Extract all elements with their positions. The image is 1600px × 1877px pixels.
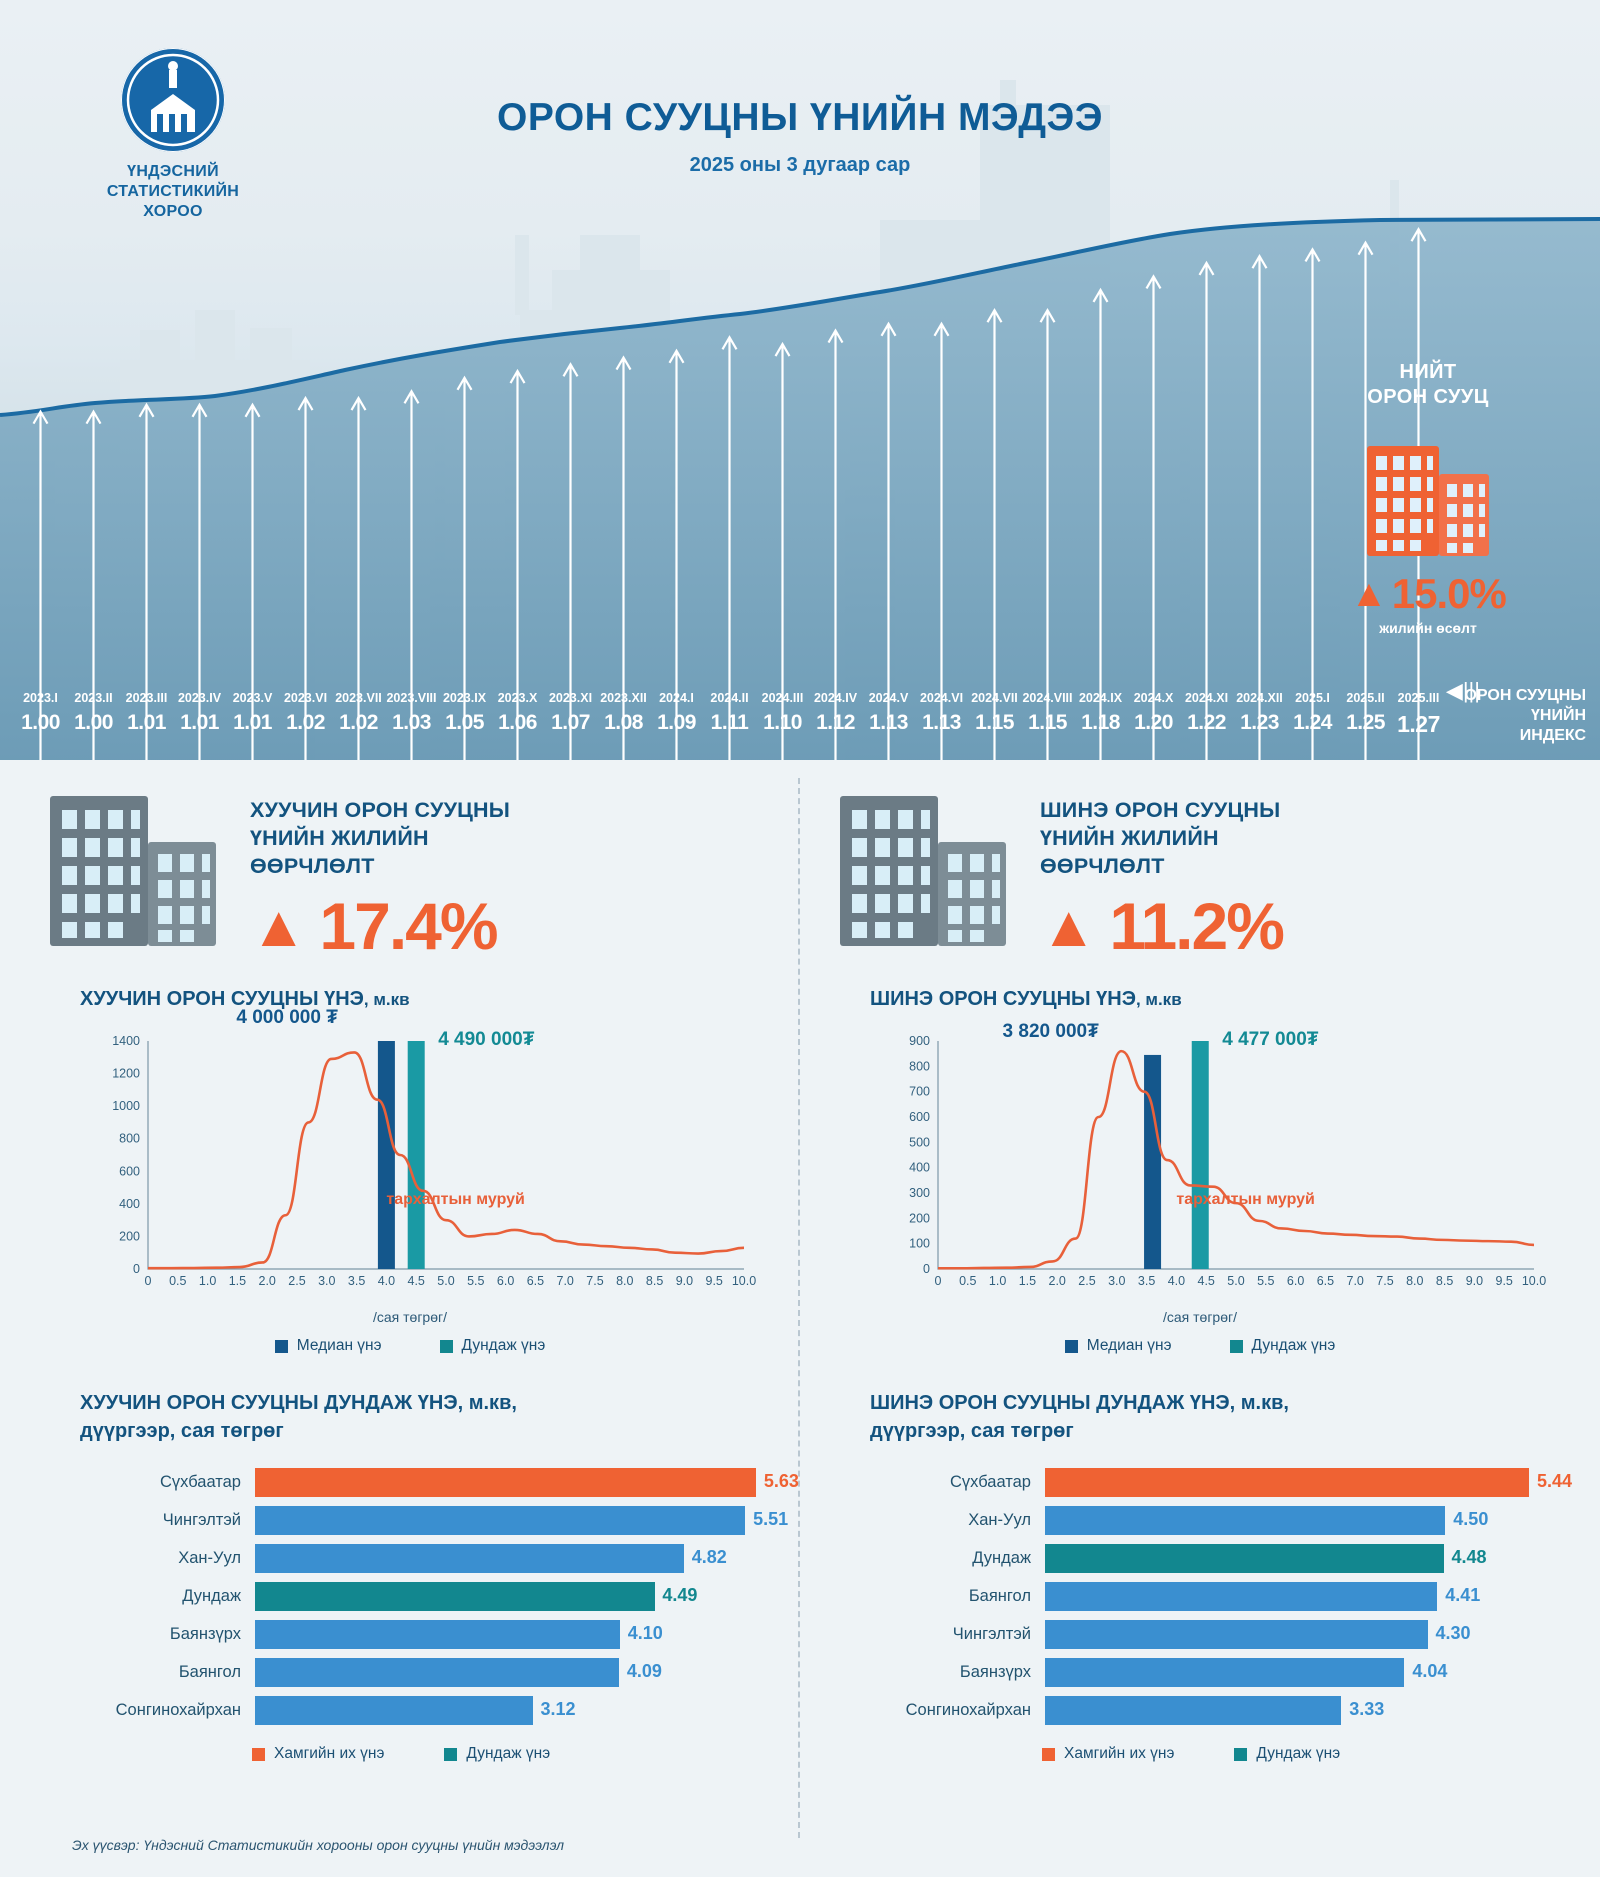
- index-value-4: 1.01: [180, 711, 219, 734]
- page-title: ОРОН СУУЦНЫ ҮНИЙН МЭДЭЭ: [497, 96, 1103, 139]
- old-label-average-price: 4 490 000₮: [438, 1029, 535, 1050]
- district-row: [870, 1653, 1570, 1691]
- apartment-building-icon-gray-old: [40, 780, 226, 966]
- district-bar-area: [255, 1544, 780, 1573]
- legend-label: Дундаж үнэ: [1251, 1337, 1336, 1354]
- hero-banner: [0, 0, 1600, 760]
- panels-area: [0, 760, 1600, 1762]
- old-district-legend: [252, 1745, 800, 1763]
- district-row: [870, 1501, 1570, 1539]
- district-name: Чингэлтэй: [952, 1624, 1031, 1643]
- legend-item-1: [275, 1337, 382, 1355]
- new-bar-mean: [1192, 1041, 1209, 1269]
- svg-text:2.5: 2.5: [288, 1274, 306, 1288]
- index-month-3: 2023.III: [125, 691, 168, 705]
- old-yoy-arrow-up-icon: ▲: [250, 893, 308, 959]
- old-district-title: [80, 1389, 800, 1445]
- district-bar-area: [1045, 1696, 1570, 1725]
- index-value-5: 1.01: [233, 711, 272, 734]
- district-value: 4.10: [627, 1622, 663, 1643]
- index-value-2: 1.00: [74, 711, 113, 734]
- new-district-title-line-2: дүүргээр, сая төгрөг: [870, 1420, 1074, 1442]
- district-bar: [255, 1544, 684, 1573]
- district-row: [80, 1615, 780, 1653]
- district-bar-area: [1045, 1658, 1570, 1687]
- legend-item-1: [1065, 1337, 1172, 1355]
- new-price-chart-title-unit: , м.кв: [1135, 990, 1182, 1009]
- legend-swatch-icon: [440, 1340, 453, 1353]
- index-month-7: 2023.VII: [335, 691, 382, 705]
- index-label-line-1: ОРОН СУУЦНЫ: [1464, 687, 1586, 704]
- svg-text:7.5: 7.5: [1376, 1274, 1394, 1288]
- svg-text:1.5: 1.5: [1018, 1274, 1037, 1288]
- distribution-curve-label: тархалтын муруй: [386, 1191, 525, 1209]
- district-value: 3.12: [540, 1698, 576, 1719]
- index-month-8: 2023.VIII: [386, 691, 437, 705]
- legend-label: Хамгийн их үнэ: [274, 1745, 385, 1762]
- legend-item-2: [440, 1337, 546, 1355]
- svg-text:4.0: 4.0: [1167, 1274, 1186, 1288]
- district-bar-area: [1045, 1506, 1570, 1535]
- svg-text:1.0: 1.0: [198, 1274, 217, 1288]
- svg-text:3.5: 3.5: [347, 1274, 366, 1288]
- index-value-8: 1.03: [392, 711, 431, 734]
- index-month-13: 2024.I: [659, 691, 694, 705]
- index-month-22: 2024.X: [1133, 691, 1174, 705]
- old-price-distribution-chart: [60, 1007, 760, 1307]
- district-name: Дундаж: [972, 1548, 1031, 1567]
- legend-item-2: [1230, 1337, 1336, 1355]
- index-value-18: 1.13: [922, 711, 961, 734]
- svg-text:0.5: 0.5: [959, 1274, 977, 1288]
- index-value-21: 1.18: [1081, 711, 1120, 734]
- old-price-axis-unit: /сая төгрөг/: [372, 1309, 448, 1325]
- svg-text:5.5: 5.5: [1257, 1274, 1275, 1288]
- district-row: [80, 1463, 799, 1501]
- district-name: Сонгинохайрхан: [115, 1700, 241, 1719]
- distribution-curve: [938, 1051, 1534, 1268]
- apartment-building-icon-orange: [1353, 436, 1503, 564]
- new-yoy-title-line-1: ШИНЭ ОРОН СУУЦНЫ: [1040, 797, 1281, 822]
- index-value-11: 1.07: [551, 711, 590, 734]
- district-name: Дундаж: [182, 1586, 241, 1605]
- svg-text:0: 0: [144, 1274, 152, 1288]
- total-label-line-1: НИЙТ: [1399, 361, 1457, 383]
- org-line-2: СТАТИСТИКИЙН: [106, 183, 240, 200]
- district-row: [80, 1577, 780, 1615]
- svg-text:2.0: 2.0: [1048, 1274, 1066, 1288]
- svg-text:9.5: 9.5: [705, 1274, 723, 1288]
- district-legend-item-2: [1234, 1745, 1340, 1763]
- svg-text:5.0: 5.0: [1227, 1274, 1245, 1288]
- district-value: 4.82: [691, 1546, 727, 1567]
- index-month-9: 2023.IX: [442, 691, 487, 705]
- district-bar-area: [255, 1582, 780, 1611]
- svg-text:2.5: 2.5: [1078, 1274, 1096, 1288]
- old-price-chart-title-unit: , м.кв: [363, 990, 410, 1009]
- index-pointer-icon: ◀|||: [1445, 678, 1480, 703]
- new-district-title: [870, 1389, 1590, 1445]
- new-district-title-line-1: ШИНЭ ОРОН СУУЦНЫ ДУНДАЖ ҮНЭ, м.кв,: [870, 1392, 1289, 1414]
- new-yoy-arrow-up-icon: ▲: [1040, 893, 1098, 959]
- price-index-table: [0, 691, 1600, 760]
- district-bar: [255, 1658, 619, 1687]
- old-district-bar-chart: [80, 1463, 799, 1729]
- svg-text:600: 600: [119, 1164, 140, 1179]
- index-value-17: 1.13: [869, 711, 908, 734]
- district-name: Баянгол: [178, 1662, 241, 1681]
- index-month-19: 2024.VII: [971, 691, 1018, 705]
- district-bar-area: [255, 1696, 780, 1725]
- old-price-chart-title-main: ХУУЧИН ОРОН СУУЦНЫ ҮНЭ: [80, 988, 364, 1010]
- district-row: [870, 1615, 1570, 1653]
- index-month-27: 2025.III: [1397, 691, 1440, 705]
- source-note: Эх үүсвэр: Үндэсний Статистикийн хорооны орон сууцны үнийн мэдээлэл: [72, 1837, 565, 1853]
- index-month-1: 2023.I: [23, 691, 58, 705]
- old-yoy-title-line-3: ӨӨРЧЛӨЛТ: [250, 854, 375, 879]
- district-name: Сүхбаатар: [949, 1472, 1031, 1491]
- old-yoy-row: [40, 780, 800, 966]
- old-bar-median: [378, 1041, 395, 1269]
- district-row: [870, 1463, 1570, 1501]
- district-value: 5.44: [1536, 1470, 1572, 1491]
- svg-text:0.5: 0.5: [169, 1274, 187, 1288]
- svg-text:9.5: 9.5: [1495, 1274, 1513, 1288]
- legend-label: Медиан үнэ: [296, 1337, 382, 1354]
- old-yoy-title-line-2: ҮНИЙН ЖИЛИЙН: [250, 826, 429, 851]
- old-yoy-title-line-1: ХУУЧИН ОРОН СУУЦНЫ: [250, 797, 511, 822]
- svg-text:3.5: 3.5: [1137, 1274, 1156, 1288]
- legend-swatch-icon: [1065, 1340, 1078, 1353]
- svg-text:10.0: 10.0: [731, 1274, 757, 1288]
- district-bar-area: [1045, 1468, 1570, 1497]
- legend-swatch-icon: [444, 1748, 457, 1761]
- old-price-chart-legend: [60, 1337, 760, 1355]
- index-value-27: 1.27: [1397, 711, 1440, 737]
- svg-text:7.5: 7.5: [586, 1274, 604, 1288]
- district-bar: [1045, 1468, 1529, 1497]
- svg-text:600: 600: [909, 1110, 930, 1124]
- district-name: Баянзүрх: [959, 1662, 1031, 1681]
- index-month-23: 2024.XI: [1184, 691, 1229, 705]
- district-row: [80, 1691, 780, 1729]
- district-row: [870, 1691, 1570, 1729]
- district-row: [80, 1539, 780, 1577]
- district-legend-item-2: [444, 1745, 550, 1763]
- distribution-curve-label: тархалтын муруй: [1176, 1191, 1315, 1209]
- svg-text:800: 800: [909, 1059, 930, 1074]
- svg-text:1400: 1400: [112, 1034, 140, 1048]
- district-value: 4.30: [1435, 1622, 1471, 1643]
- svg-text:4.0: 4.0: [377, 1274, 396, 1288]
- svg-text:6.0: 6.0: [1286, 1274, 1305, 1288]
- index-value-1: 1.00: [21, 711, 60, 734]
- svg-text:4.5: 4.5: [407, 1274, 425, 1288]
- index-month-6: 2023.VI: [283, 691, 328, 705]
- index-value-12: 1.08: [604, 711, 643, 734]
- index-value-9: 1.05: [445, 711, 484, 734]
- district-value: 4.04: [1412, 1660, 1448, 1681]
- index-month-26: 2025.II: [1346, 691, 1385, 705]
- svg-text:3.0: 3.0: [1108, 1274, 1126, 1288]
- index-month-11: 2023.XI: [548, 691, 593, 705]
- index-month-21: 2024.IX: [1078, 691, 1123, 705]
- index-month-14: 2024.II: [710, 691, 749, 705]
- district-bar: [1045, 1696, 1341, 1725]
- apartment-building-icon-gray-new: [830, 780, 1016, 966]
- new-yoy-row: [830, 780, 1590, 966]
- growth-arrow-up-icon: ▲: [1350, 573, 1388, 615]
- svg-text:1.5: 1.5: [228, 1274, 247, 1288]
- svg-text:9.0: 9.0: [675, 1274, 694, 1288]
- index-month-24: 2024.XII: [1236, 691, 1283, 705]
- svg-text:500: 500: [909, 1135, 930, 1150]
- district-name: Чингэлтэй: [162, 1510, 241, 1529]
- district-value: 5.63: [763, 1470, 799, 1491]
- svg-text:0: 0: [934, 1274, 942, 1288]
- district-name: Баянзүрх: [169, 1624, 241, 1643]
- new-bar-median: [1144, 1055, 1161, 1269]
- index-value-22: 1.20: [1134, 711, 1173, 734]
- new-district-legend: [1042, 1745, 1590, 1763]
- index-month-25: 2025.I: [1295, 691, 1330, 705]
- legend-swatch-icon: [1042, 1748, 1055, 1761]
- district-bar: [1045, 1544, 1444, 1573]
- district-bar: [1045, 1582, 1437, 1611]
- district-name: Баянгол: [968, 1586, 1031, 1605]
- svg-text:10.0: 10.0: [1521, 1274, 1547, 1288]
- svg-text:0: 0: [133, 1262, 140, 1276]
- svg-text:3.0: 3.0: [318, 1274, 336, 1288]
- index-month-12: 2023.XII: [600, 691, 647, 705]
- org-line-3: ХОРОО: [143, 203, 203, 220]
- svg-text:200: 200: [909, 1211, 930, 1226]
- svg-text:900: 900: [909, 1034, 930, 1048]
- legend-label: Дундаж үнэ: [1256, 1745, 1341, 1762]
- new-price-distribution-chart: [850, 1017, 1550, 1307]
- old-district-title-line-2: дүүргээр, сая төгрөг: [80, 1420, 284, 1442]
- district-bar: [255, 1506, 745, 1535]
- svg-text:1.0: 1.0: [988, 1274, 1007, 1288]
- panel-new-housing: [830, 780, 1590, 1763]
- index-value-13: 1.09: [657, 711, 696, 734]
- svg-text:6.0: 6.0: [496, 1274, 515, 1288]
- index-month-15: 2024.III: [761, 691, 804, 705]
- legend-swatch-icon: [1234, 1748, 1247, 1761]
- index-value-23: 1.22: [1187, 711, 1226, 734]
- svg-text:4.5: 4.5: [1197, 1274, 1215, 1288]
- svg-text:700: 700: [909, 1084, 930, 1099]
- svg-text:8.5: 8.5: [645, 1274, 664, 1288]
- district-value: 4.41: [1445, 1584, 1481, 1605]
- legend-swatch-icon: [252, 1748, 265, 1761]
- district-bar-area: [1045, 1544, 1570, 1573]
- svg-text:8.0: 8.0: [616, 1274, 634, 1288]
- legend-label: Медиан үнэ: [1086, 1337, 1172, 1354]
- district-row: [80, 1501, 789, 1539]
- district-value: 5.51: [753, 1508, 789, 1529]
- index-month-16: 2024.IV: [813, 691, 858, 705]
- old-bar-mean: [408, 1041, 425, 1269]
- district-value: 4.48: [1451, 1546, 1487, 1567]
- index-value-15: 1.10: [763, 711, 802, 734]
- district-bar: [255, 1620, 620, 1649]
- district-bar-area: [1045, 1582, 1570, 1611]
- svg-text:1200: 1200: [112, 1066, 140, 1081]
- legend-swatch-icon: [1230, 1340, 1243, 1353]
- district-legend-item-1: [1042, 1745, 1174, 1763]
- district-legend-item-1: [252, 1745, 384, 1763]
- index-month-4: 2023.IV: [177, 691, 222, 705]
- page-title-block: [0, 96, 1600, 177]
- index-value-25: 1.24: [1293, 711, 1332, 734]
- svg-text:2.0: 2.0: [258, 1274, 276, 1288]
- svg-text:100: 100: [909, 1236, 930, 1251]
- district-name: Сонгинохайрхан: [905, 1700, 1031, 1719]
- legend-label: Дундаж үнэ: [466, 1745, 551, 1762]
- district-bar-area: [1045, 1620, 1570, 1649]
- svg-text:7.0: 7.0: [1346, 1274, 1364, 1288]
- index-month-2: 2023.II: [74, 691, 113, 705]
- index-value-labels: [0, 711, 1600, 738]
- district-value: 3.33: [1349, 1698, 1385, 1719]
- index-month-17: 2024.V: [868, 691, 909, 705]
- distribution-curve: [148, 1052, 744, 1268]
- total-growth-caption: жилийн өсөлт: [1379, 620, 1477, 636]
- index-value-7: 1.02: [339, 711, 378, 734]
- svg-text:5.5: 5.5: [467, 1274, 485, 1288]
- index-value-10: 1.06: [498, 711, 537, 734]
- svg-text:400: 400: [119, 1196, 140, 1211]
- district-bar: [255, 1696, 533, 1725]
- district-bar-area: [255, 1658, 780, 1687]
- new-price-chart-legend: [850, 1337, 1550, 1355]
- index-month-labels: [0, 691, 1600, 705]
- index-month-5: 2023.V: [232, 691, 273, 705]
- svg-text:0: 0: [923, 1262, 930, 1276]
- svg-text:1000: 1000: [112, 1099, 140, 1114]
- new-label-median-price: 3 820 000₮: [1002, 1020, 1099, 1042]
- district-value: 4.49: [662, 1584, 698, 1605]
- index-label-line-2: ҮНИЙН: [1530, 707, 1586, 724]
- new-yoy-title-line-3: ӨӨРЧЛӨЛТ: [1040, 854, 1165, 879]
- svg-text:9.0: 9.0: [1465, 1274, 1484, 1288]
- new-district-bar-chart: [870, 1463, 1570, 1729]
- index-value-26: 1.25: [1346, 711, 1385, 734]
- svg-text:400: 400: [909, 1160, 930, 1175]
- new-price-axis-unit: /сая төгрөг/: [1162, 1309, 1238, 1325]
- index-value-20: 1.15: [1028, 711, 1067, 734]
- index-value-19: 1.15: [975, 711, 1014, 734]
- district-bar: [255, 1582, 655, 1611]
- district-row: [870, 1577, 1570, 1615]
- district-bar: [1045, 1506, 1445, 1535]
- district-bar-area: [255, 1506, 789, 1535]
- district-bar-area: [255, 1468, 799, 1497]
- district-bar: [255, 1468, 756, 1497]
- district-bar-area: [255, 1620, 780, 1649]
- new-yoy-value: 11.2%: [1109, 888, 1283, 963]
- page-subtitle: 2025 оны 3 дугаар сар: [689, 154, 911, 176]
- total-housing-block: [1298, 360, 1558, 636]
- panel-old-housing: [40, 780, 800, 1763]
- org-line-1: ҮНДЭСНИЙ: [127, 163, 219, 180]
- index-month-18: 2024.VI: [919, 691, 964, 705]
- index-label-line-3: ИНДЕКС: [1519, 727, 1586, 744]
- new-yoy-title-line-2: ҮНИЙН ЖИЛИЙН: [1040, 826, 1219, 851]
- legend-label: Дундаж үнэ: [461, 1337, 546, 1354]
- total-growth-value: 15.0%: [1391, 570, 1506, 617]
- old-yoy-value: 17.4%: [319, 888, 497, 963]
- district-name: Сүхбаатар: [159, 1472, 241, 1491]
- svg-text:8.5: 8.5: [1435, 1274, 1454, 1288]
- old-district-title-line-1: ХУУЧИН ОРОН СУУЦНЫ ДУНДАЖ ҮНЭ, м.кв,: [80, 1392, 517, 1414]
- district-row: [870, 1539, 1570, 1577]
- legend-swatch-icon: [275, 1340, 288, 1353]
- district-value: 4.50: [1453, 1508, 1489, 1529]
- index-value-16: 1.12: [816, 711, 855, 734]
- new-price-chart-title: [870, 988, 1590, 1011]
- legend-label: Хамгийн их үнэ: [1064, 1745, 1175, 1762]
- svg-text:6.5: 6.5: [526, 1274, 545, 1288]
- district-name: Хан-Уул: [968, 1510, 1031, 1529]
- district-name: Хан-Уул: [178, 1548, 241, 1567]
- index-value-14: 1.11: [710, 711, 749, 734]
- district-bar: [1045, 1620, 1428, 1649]
- index-value-6: 1.02: [286, 711, 325, 734]
- svg-text:8.0: 8.0: [1406, 1274, 1424, 1288]
- svg-text:7.0: 7.0: [556, 1274, 574, 1288]
- new-price-chart-title-main: ШИНЭ ОРОН СУУЦНЫ ҮНЭ: [870, 988, 1136, 1010]
- district-row: [80, 1653, 780, 1691]
- index-month-20: 2024.VIII: [1022, 691, 1073, 705]
- svg-text:200: 200: [119, 1229, 140, 1244]
- index-month-10: 2023.X: [497, 691, 538, 705]
- index-value-24: 1.23: [1240, 711, 1279, 734]
- svg-text:6.5: 6.5: [1316, 1274, 1335, 1288]
- old-label-median-price: 4 000 000 ₮: [236, 1007, 338, 1028]
- svg-text:5.0: 5.0: [437, 1274, 455, 1288]
- svg-text:300: 300: [909, 1186, 930, 1200]
- old-price-chart-title: [80, 988, 800, 1011]
- total-label-line-2: ОРОН СУУЦ: [1367, 386, 1489, 408]
- district-bar: [1045, 1658, 1404, 1687]
- svg-text:800: 800: [119, 1131, 140, 1146]
- district-value: 4.09: [626, 1660, 662, 1681]
- new-label-average-price: 4 477 000₮: [1222, 1029, 1319, 1050]
- index-value-3: 1.01: [127, 711, 166, 734]
